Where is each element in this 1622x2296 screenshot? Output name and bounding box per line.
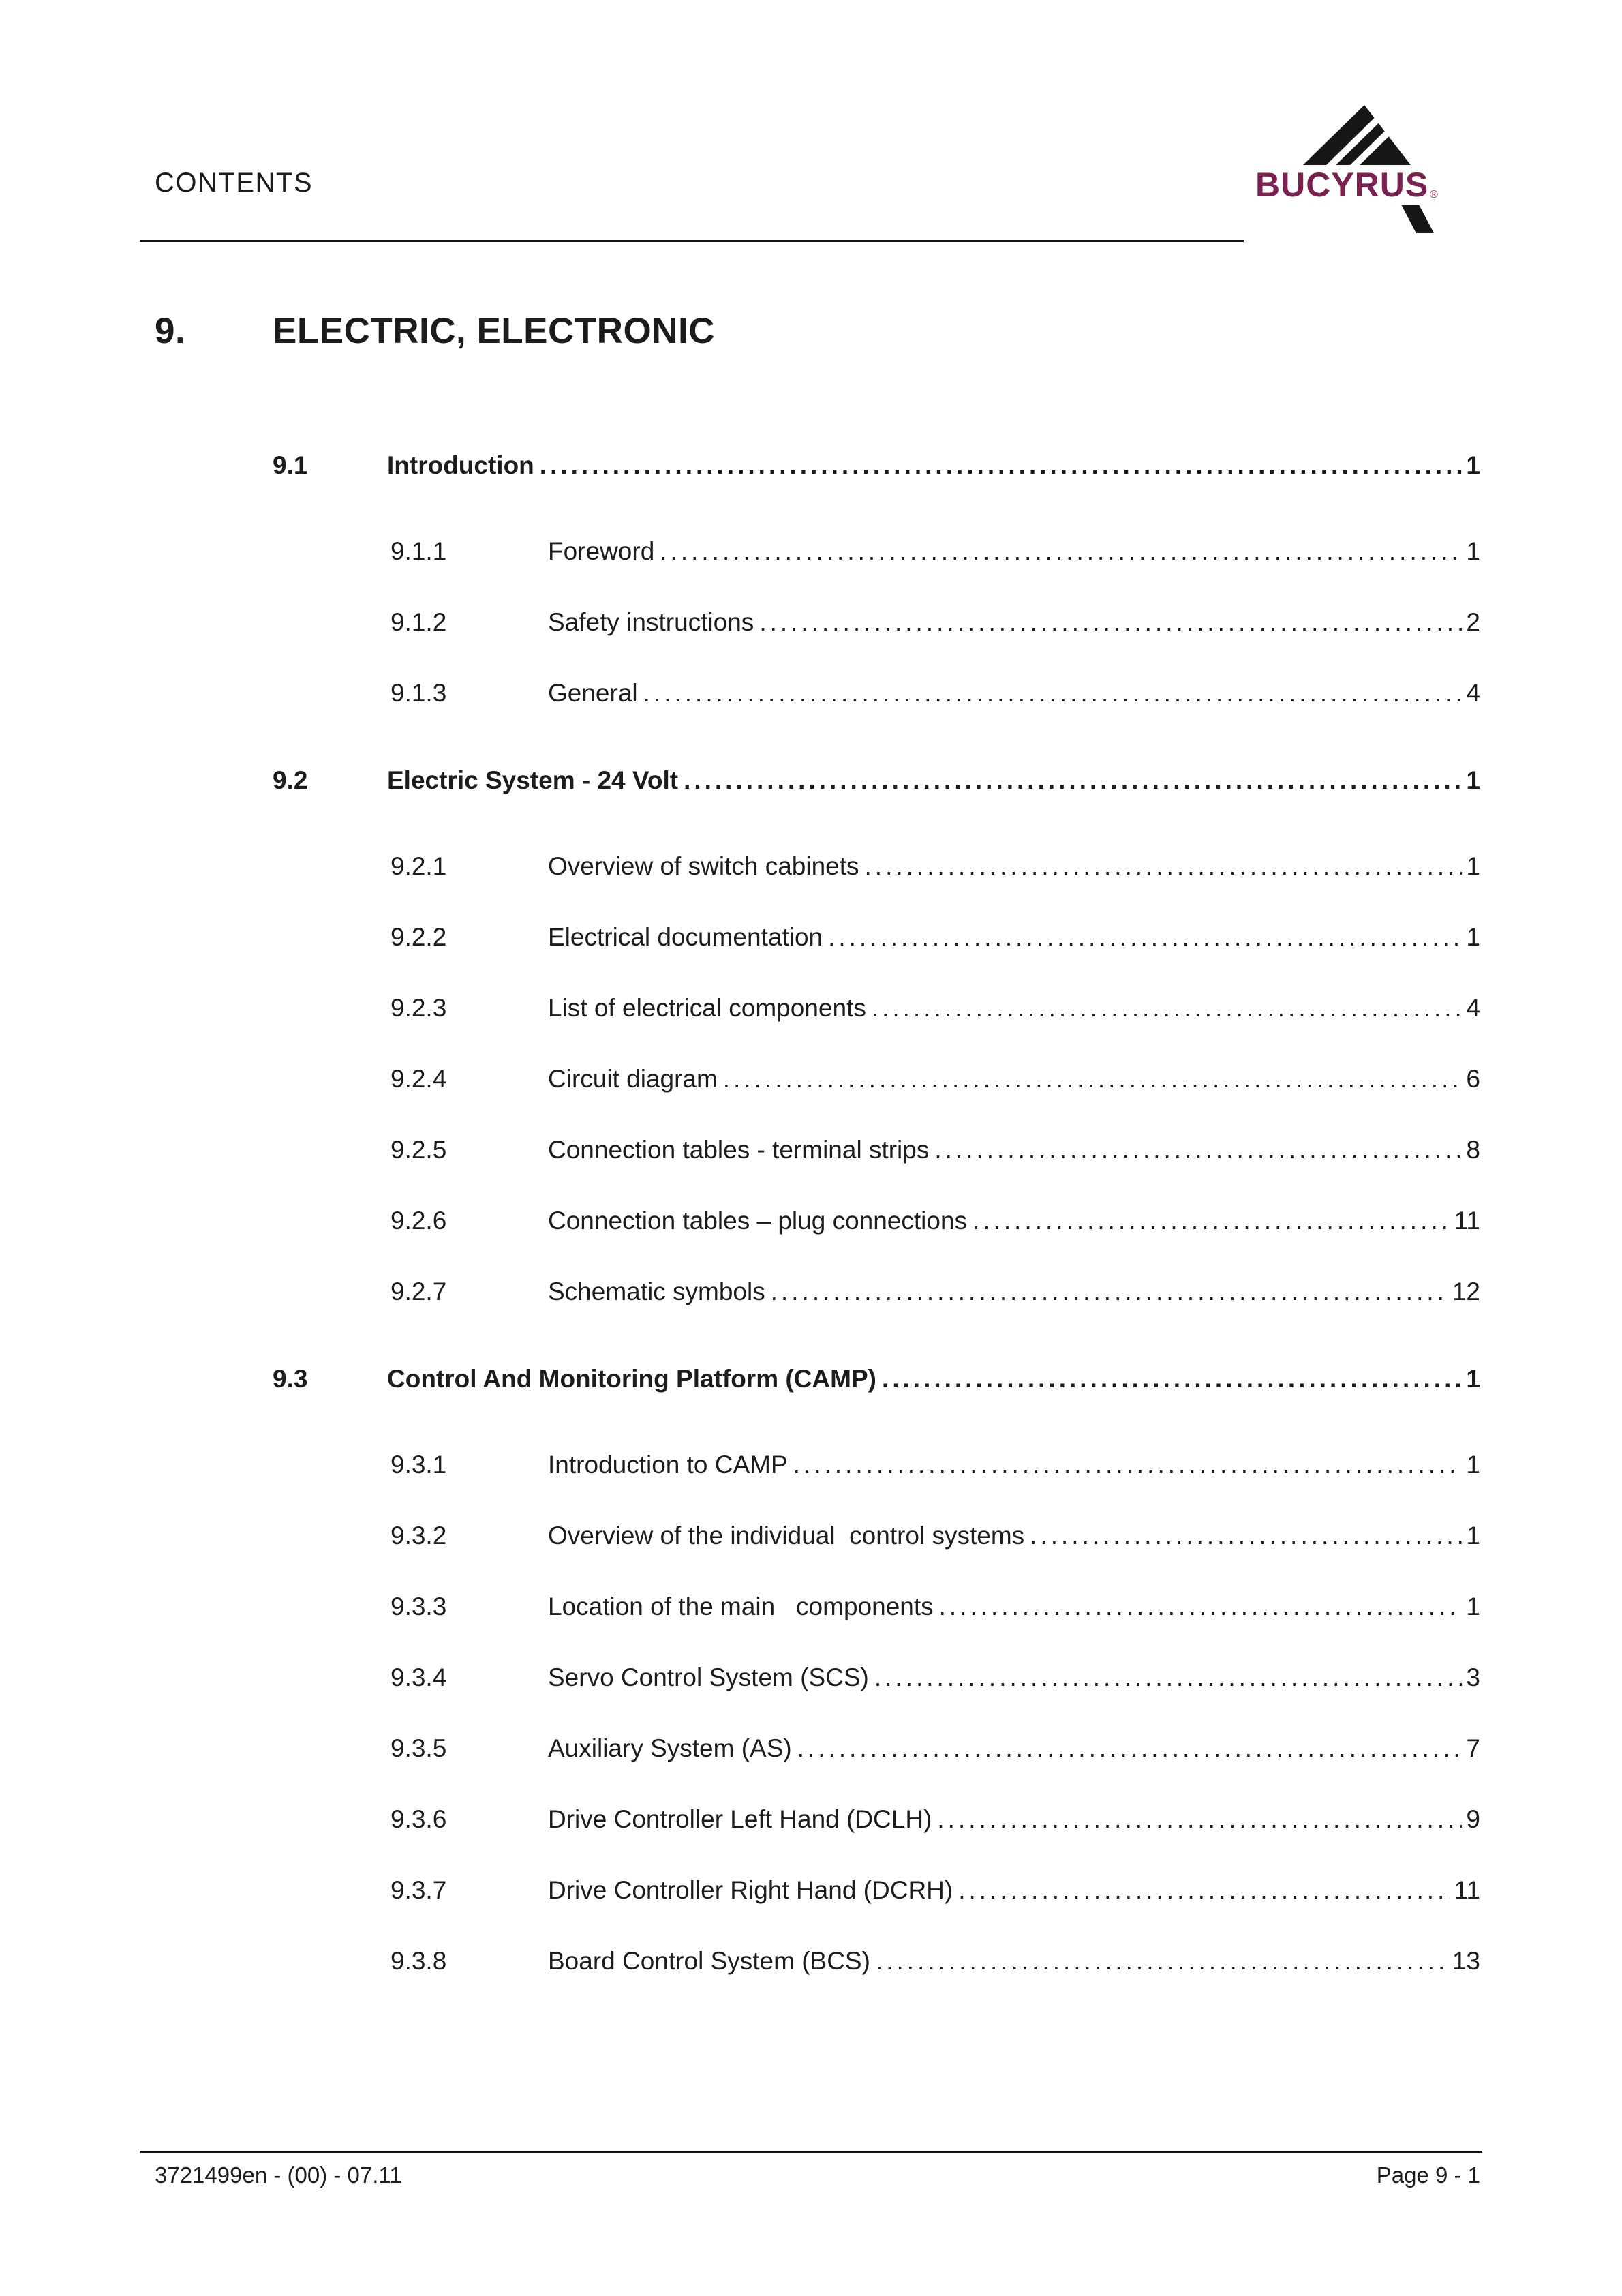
- contents-heading: CONTENTS: [155, 168, 313, 198]
- dot-leader: [934, 1115, 1462, 1185]
- toc-item-page: 7: [1466, 1734, 1480, 1762]
- toc-item-row: [273, 1185, 1480, 1256]
- toc-item-page: 1: [1466, 1522, 1480, 1550]
- toc-item-title: Drive Controller Right Hand (DCRH): [548, 1876, 953, 1904]
- dot-leader: [793, 1430, 1463, 1500]
- toc-item-page: 11: [1454, 1207, 1480, 1235]
- chapter-heading: [155, 310, 715, 352]
- dot-leader: [882, 1344, 1462, 1415]
- toc-section-row: [273, 1344, 1480, 1415]
- toc-item-number: 9.2.3: [391, 994, 447, 1022]
- dot-leader: [759, 587, 1462, 658]
- toc-item-page: 2: [1466, 608, 1480, 636]
- toc-section-title: Control And Monitoring Platform (CAMP): [387, 1365, 876, 1393]
- toc-section: [273, 1344, 1480, 1997]
- toc-item-page: 3: [1466, 1663, 1480, 1691]
- dot-leader: [540, 430, 1463, 501]
- table-of-contents: [273, 414, 1480, 1997]
- toc-item-page: 4: [1466, 679, 1480, 707]
- toc-item-page: 8: [1466, 1136, 1480, 1164]
- dot-leader: [723, 1044, 1463, 1115]
- toc-item-title: Overview of the individual control systems: [548, 1522, 1025, 1550]
- dot-leader: [1030, 1500, 1462, 1571]
- toc-item-row: [273, 516, 1480, 587]
- toc-item-page: 4: [1466, 994, 1480, 1022]
- toc-item-row: [273, 973, 1480, 1044]
- toc-item-row: [273, 902, 1480, 973]
- toc-item-row: [273, 1926, 1480, 1997]
- toc-item-title: Board Control System (BCS): [548, 1947, 870, 1975]
- toc-item-row: [273, 1855, 1480, 1926]
- toc-section: [273, 430, 1480, 729]
- dot-leader: [973, 1185, 1450, 1256]
- toc-section-number: 9.3: [273, 1365, 308, 1393]
- toc-item-number: 9.3.6: [391, 1805, 447, 1833]
- dot-leader: [660, 516, 1462, 587]
- dot-leader: [874, 1642, 1463, 1713]
- dot-leader: [828, 902, 1462, 973]
- toc-item-number: 9.3.2: [391, 1522, 447, 1550]
- toc-item-row: [273, 1784, 1480, 1855]
- toc-item-title: List of electrical components: [548, 994, 866, 1022]
- toc-item-page: 12: [1452, 1278, 1480, 1305]
- toc-item-title: Foreword: [548, 537, 655, 565]
- toc-section: [273, 745, 1480, 1327]
- toc-item-page: 1: [1466, 537, 1480, 565]
- toc-item-number: 9.1.2: [391, 608, 447, 636]
- toc-item-title: Auxiliary System (AS): [548, 1734, 792, 1762]
- toc-section-row: [273, 430, 1480, 501]
- toc-section-number: 9.1: [273, 451, 308, 479]
- toc-item-number: 9.3.7: [391, 1876, 447, 1904]
- toc-item-number: 9.2.6: [391, 1207, 447, 1235]
- toc-item-title: Electrical documentation: [548, 923, 823, 951]
- toc-item-number: 9.2.2: [391, 923, 447, 951]
- toc-item-title: Drive Controller Left Hand (DCLH): [548, 1805, 932, 1833]
- toc-item-number: 9.2.5: [391, 1136, 447, 1164]
- toc-item-title: Introduction to CAMP: [548, 1451, 788, 1479]
- chapter-number: 9.: [155, 311, 186, 351]
- logo-tail-icon: [1401, 205, 1434, 233]
- toc-item-row: [273, 658, 1480, 729]
- toc-item-number: 9.2.7: [391, 1278, 447, 1305]
- toc-item-page: 1: [1466, 852, 1480, 880]
- footer: [155, 2162, 1480, 2188]
- dot-leader: [937, 1784, 1462, 1855]
- toc-section-items: [273, 831, 1480, 1327]
- toc-item-row: [273, 1044, 1480, 1115]
- toc-item-title: Schematic symbols: [548, 1278, 765, 1305]
- toc-section-title: Introduction: [387, 451, 534, 479]
- footer-divider: [140, 2151, 1482, 2153]
- toc-section-page: 1: [1466, 451, 1480, 479]
- footer-document-id: 3721499en - (00) - 07.11: [155, 2162, 402, 2188]
- toc-item-row: [273, 1713, 1480, 1784]
- bucyrus-logo: [1255, 102, 1460, 239]
- toc-item-number: 9.3.1: [391, 1451, 447, 1479]
- toc-section-items: [273, 1430, 1480, 1997]
- toc-item-page: 13: [1452, 1947, 1480, 1975]
- logo-wordmark: BUCYRUS: [1255, 166, 1429, 204]
- toc-item-page: 1: [1466, 1451, 1480, 1479]
- toc-item-row: [273, 1571, 1480, 1642]
- toc-item-number: 9.2.1: [391, 852, 447, 880]
- toc-item-row: [273, 1430, 1480, 1500]
- toc-section-page: 1: [1466, 766, 1480, 794]
- toc-item-row: [273, 1115, 1480, 1185]
- dot-leader: [643, 658, 1463, 729]
- toc-item-row: [273, 1256, 1480, 1327]
- toc-item-title: General: [548, 679, 638, 707]
- toc-item-page: 11: [1454, 1876, 1480, 1904]
- toc-item-number: 9.3.5: [391, 1734, 447, 1762]
- toc-item-page: 1: [1466, 923, 1480, 951]
- dot-leader: [958, 1855, 1450, 1926]
- toc-item-title: Servo Control System (SCS): [548, 1663, 869, 1691]
- toc-item-title: Location of the main components: [548, 1592, 934, 1620]
- toc-item-number: 9.3.3: [391, 1592, 447, 1620]
- toc-item-row: [273, 1500, 1480, 1571]
- toc-item-title: Connection tables - terminal strips: [548, 1136, 930, 1164]
- toc-section-row: [273, 745, 1480, 816]
- toc-item-number: 9.1.3: [391, 679, 447, 707]
- toc-section-page: 1: [1466, 1365, 1480, 1393]
- toc-item-page: 9: [1466, 1805, 1480, 1833]
- dot-leader: [865, 831, 1463, 902]
- mountain-icon: [1303, 102, 1424, 168]
- toc-item-row: [273, 1642, 1480, 1713]
- footer-page-number: Page 9 - 1: [1376, 2162, 1480, 2188]
- toc-item-row: [273, 831, 1480, 902]
- toc-item-title: Safety instructions: [548, 608, 754, 636]
- toc-item-title: Connection tables – plug connections: [548, 1207, 968, 1235]
- toc-section-number: 9.2: [273, 766, 308, 794]
- registered-mark-icon: ®: [1430, 189, 1438, 200]
- toc-item-number: 9.3.4: [391, 1663, 447, 1691]
- toc-section-items: [273, 516, 1480, 729]
- toc-item-number: 9.3.8: [391, 1947, 447, 1975]
- toc-item-number: 9.1.1: [391, 537, 447, 565]
- dot-leader: [684, 745, 1462, 816]
- dot-leader: [797, 1713, 1463, 1784]
- toc-item-row: [273, 587, 1480, 658]
- toc-item-title: Circuit diagram: [548, 1065, 718, 1093]
- toc-item-page: 6: [1466, 1065, 1480, 1093]
- dot-leader: [939, 1571, 1463, 1642]
- chapter-title: ELECTRIC, ELECTRONIC: [273, 311, 715, 351]
- toc-item-number: 9.2.4: [391, 1065, 447, 1093]
- toc-item-page: 1: [1466, 1592, 1480, 1620]
- header-divider: [140, 240, 1244, 242]
- dot-leader: [771, 1256, 1448, 1327]
- dot-leader: [876, 1926, 1448, 1997]
- dot-leader: [872, 973, 1463, 1044]
- toc-section-title: Electric System - 24 Volt: [387, 766, 679, 794]
- toc-item-title: Overview of switch cabinets: [548, 852, 859, 880]
